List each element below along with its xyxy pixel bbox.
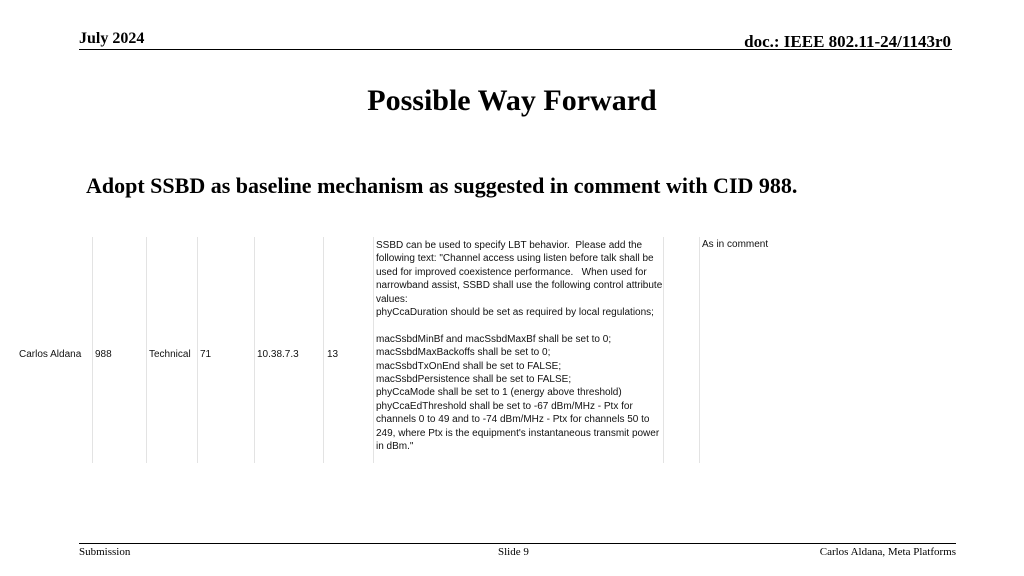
cell-page: 71 [200, 349, 212, 360]
header-date: July 2024 [79, 30, 145, 47]
cell-cid: 988 [95, 349, 112, 360]
cell-comment: SSBD can be used to specify LBT behavior. Please add the following text: "Channel access using listen before talk shall be used for improved coexistence performance. When used for narrowband assist, SSBD shall use the following control attribute values: phyCcaDuration should be set as required by local regulations; macSsbdMinBf and macSsbdMaxBf shall be set to 0; macSsbdMaxBackoffs shall be set to 0; macSsbdTxOnEnd shall be set to FALSE; macSsbdPersistence shall be set to FALSE; phyCcaMode shall be set to 1 (energy above threshold) phyCcaEdThreshold shall be set to -67 dBm/MHz - Ptx for channels 0 to 49 and to -74 dBm/MHz - Ptx for channels 50 to 249, where Ptx is the equipment's instantaneous transmit power in dBm." [376, 240, 663, 453]
cell-type: Technical [149, 349, 191, 360]
footer-divider [79, 543, 956, 544]
slide-title: Possible Way Forward [367, 84, 657, 117]
header-divider [79, 49, 952, 50]
footer-slide-number: Slide 9 [498, 546, 529, 558]
slide-bullet: Adopt SSBD as baseline mechanism as suggested in comment with CID 988. [86, 173, 798, 198]
footer-left: Submission [79, 546, 131, 558]
cell-commenter: Carlos Aldana [19, 349, 82, 360]
cell-clause: 10.38.7.3 [257, 349, 299, 360]
cell-line: 13 [327, 349, 339, 360]
footer-author: Carlos Aldana, Meta Platforms [819, 546, 956, 558]
table-column-divider [663, 237, 700, 463]
header-doc-id: doc.: IEEE 802.11-24/1143r0 [744, 32, 951, 51]
cell-proposed-resolution: As in comment [702, 239, 769, 250]
comment-table [16, 237, 822, 463]
